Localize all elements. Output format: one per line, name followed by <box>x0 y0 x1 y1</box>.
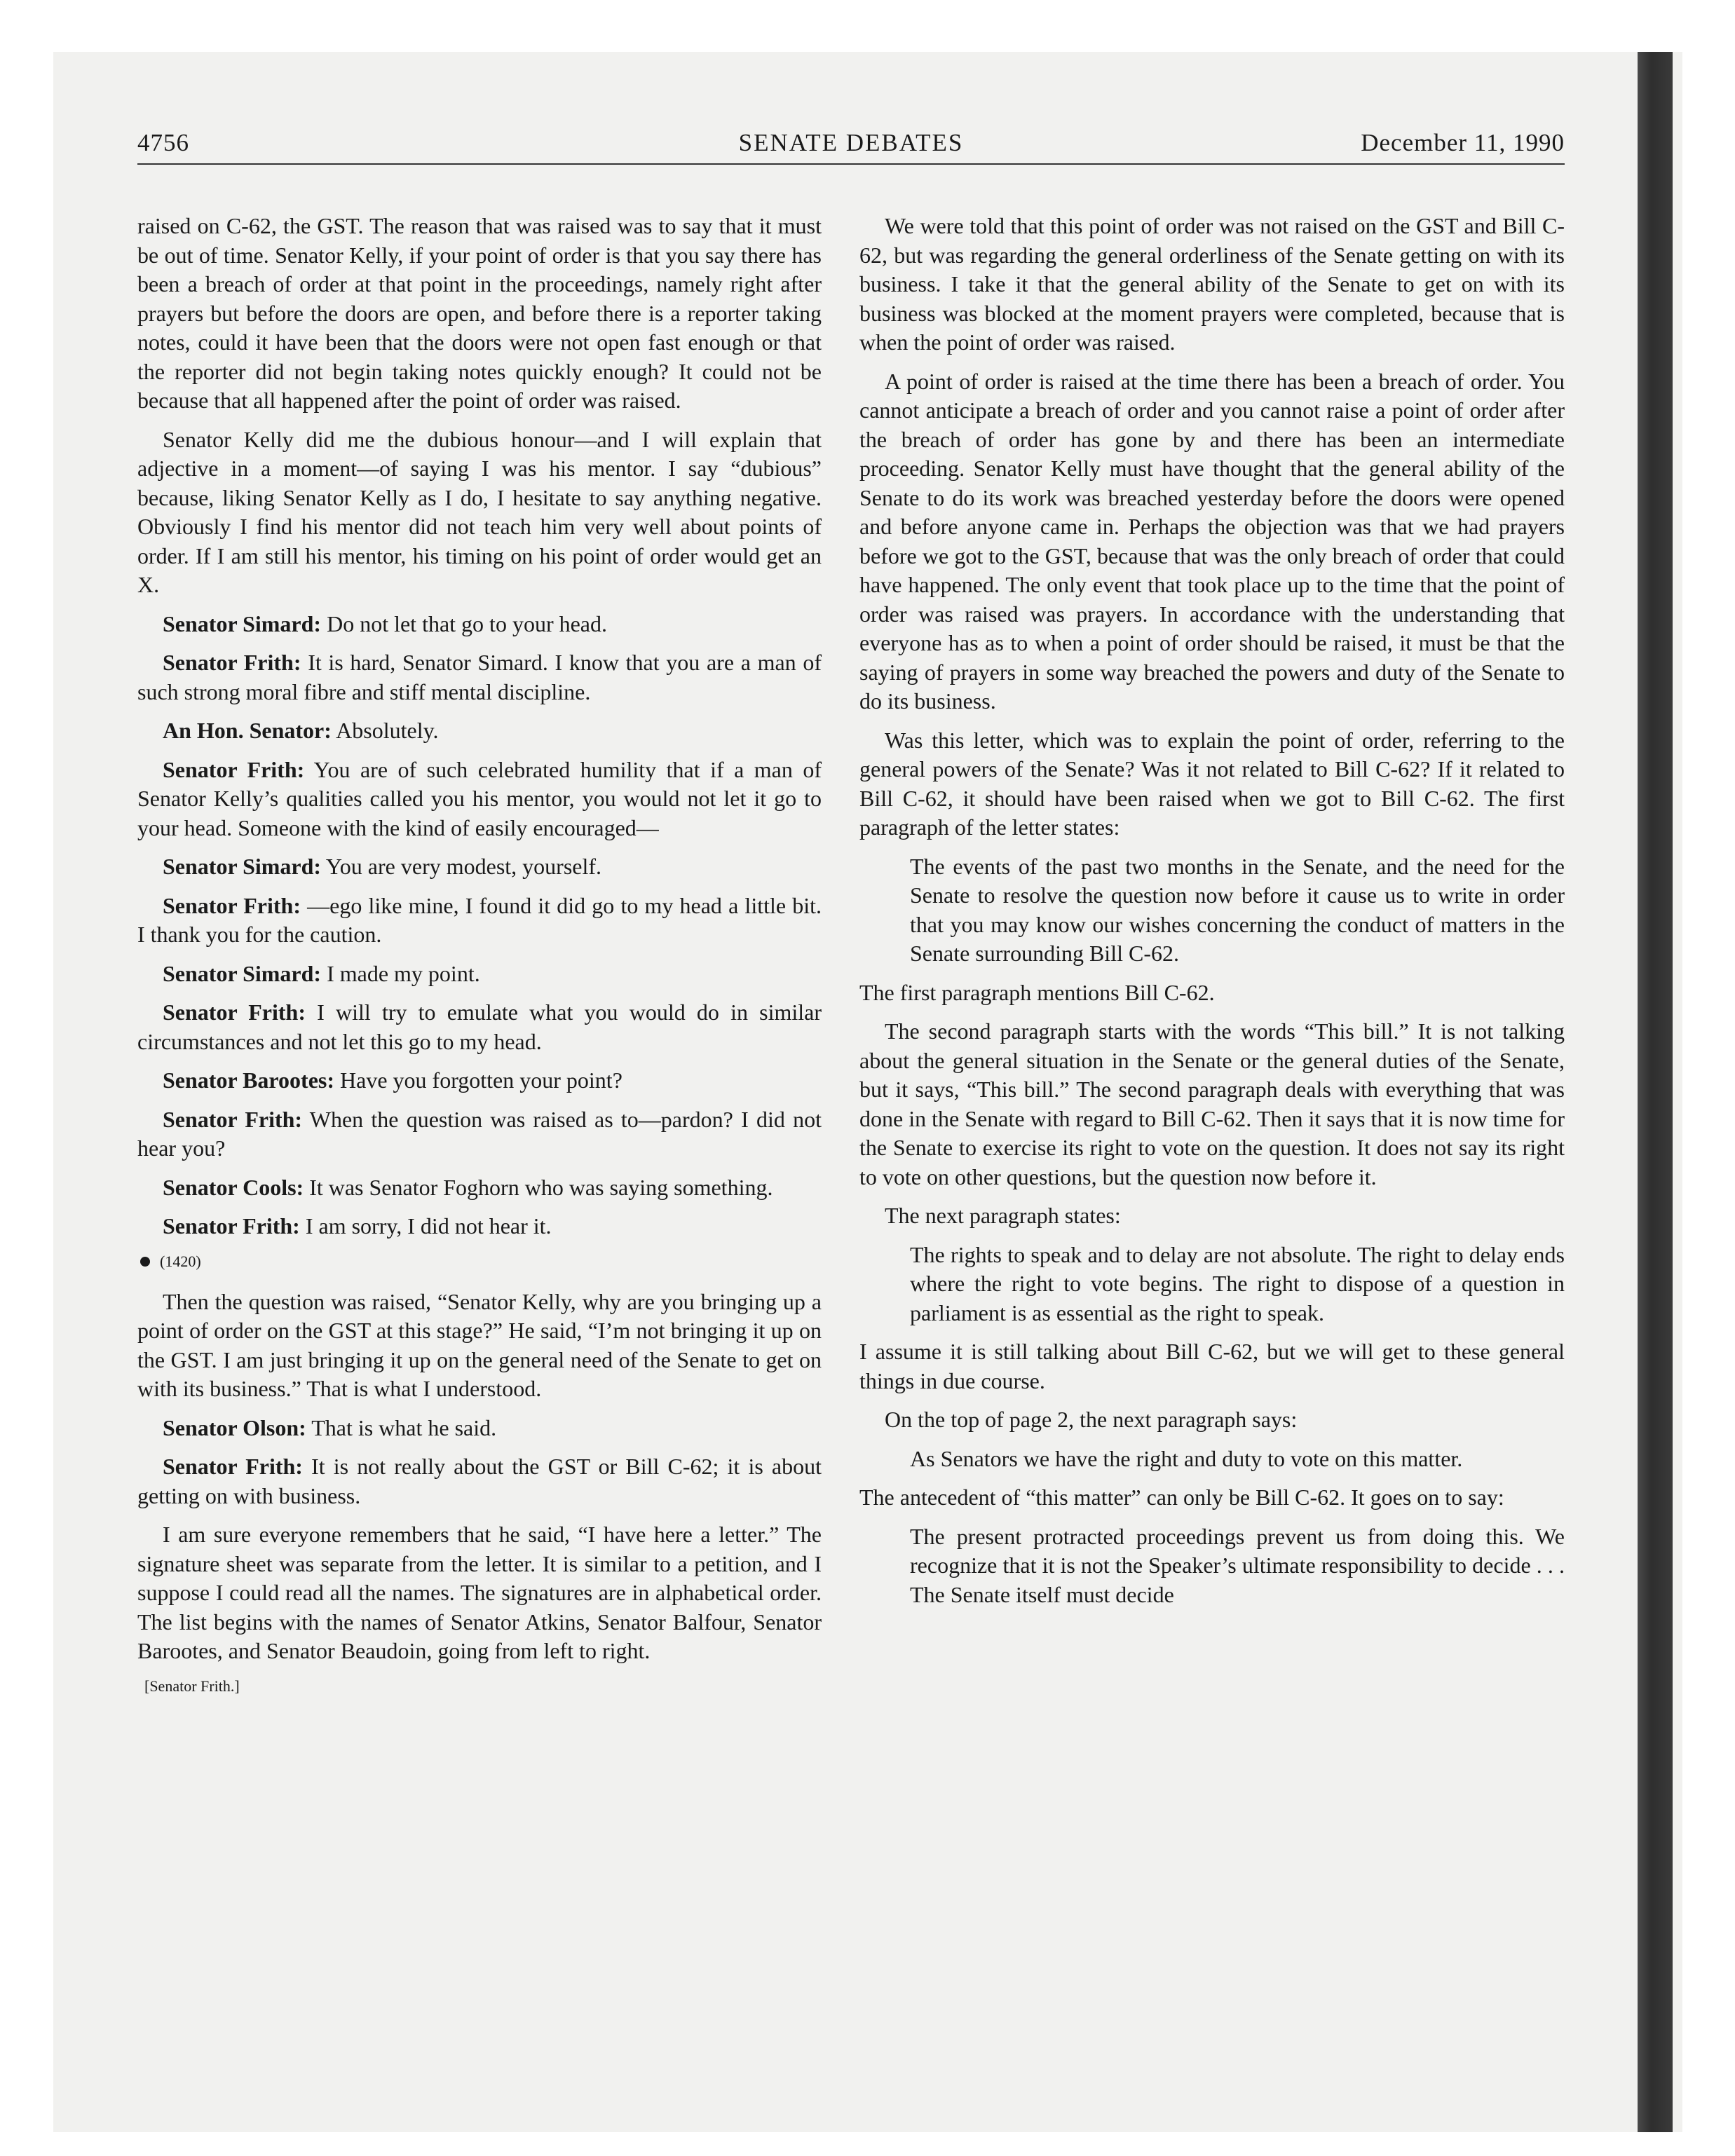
speaker-turn <box>137 648 822 707</box>
publication-title: SENATE DEBATES <box>738 129 964 156</box>
speaker-turn <box>137 852 822 882</box>
paragraph: Senator Kelly did me the dubious honour—and I will explain that adjective in a moment—of saying I was his mentor. I say “dubious” because, liking Senator Kelly as I do, I hesitate to say anything negative. Obviously I find his mentor did not teach him very well about points of order. If I am still his mentor, his timing on his point of order would get an X. <box>137 426 822 597</box>
speaker-name: Senator Simard: <box>163 854 322 879</box>
speaker-name: Senator Simard: <box>163 960 322 986</box>
speech-text: When the question was raised as to—pardon? I did not hear you? <box>137 1106 822 1161</box>
speech-text: I made my point. <box>321 960 480 986</box>
paragraph: Was this letter, which was to explain the point of order, referring to the general powers of the Senate? Was it not related to Bill C-62? If it related to Bill C-62, it should have been raised when we got to Bill C-62. The first paragraph of the letter states: <box>859 727 1565 840</box>
speaker-turn <box>137 716 822 746</box>
speech-text: Have you forgotten your point? <box>334 1067 622 1093</box>
page-number: 4756 <box>137 129 189 156</box>
quotation: The events of the past two months in the Senate, and the need for the Senate to resolve the question now before it cause us to write in order that you may know our wishes concerning the conduct of matters in the Senate surrounding Bill C-62. <box>910 853 1565 966</box>
scan-edge-strip <box>1638 52 1673 2132</box>
right-column <box>859 212 1565 1619</box>
session-date: December 11, 1990 <box>1361 129 1565 156</box>
time-marker-text: (1420) <box>160 1252 201 1270</box>
paragraph: The next paragraph states: <box>885 1203 1121 1228</box>
left-column <box>137 212 822 1697</box>
paragraph: On the top of page 2, the next paragraph says: <box>885 1407 1298 1432</box>
paragraph: Then the question was raised, “Senator Kelly, why are you bringing up a point of order on the GST at this stage?” He said, “I’m not bringing it up on the GST. I am just bringing it up on the general need of the Senate to get on with its business.” That is what I understood. <box>137 1288 822 1401</box>
paragraph: I am sure everyone remembers that he said, “I have here a letter.” The signature sheet was separate from the letter. It is similar to a petition, and I suppose I could read all the names. The signatures are in alphabetical order. The list begins with the names of Senator Atkins, Senator Balfour, Senator Barootes, and Senator Beaudoin, going from left to right. <box>137 1522 822 1663</box>
speech-text: It is hard, Senator Simard. I know that you are a man of such strong moral fibre and stiff mental discipline. <box>137 650 822 704</box>
speaker-footer: [Senator Frith.] <box>144 1677 240 1695</box>
speaker-name: Senator Frith: <box>163 756 305 782</box>
speaker-turn <box>137 1452 822 1510</box>
speaker-name: An Hon. Senator: <box>163 718 332 743</box>
paragraph: The first paragraph mentions Bill C-62. <box>859 979 1215 1005</box>
speaker-name: Senator Barootes: <box>163 1067 335 1093</box>
speech-text: I am sorry, I did not hear it. <box>299 1213 552 1239</box>
speaker-name: Senator Simard: <box>163 610 322 636</box>
speech-text: It is not really about the GST or Bill C-62; it is about getting on with business. <box>137 1454 822 1508</box>
quotation: As Senators we have the right and duty to vote on this matter. <box>910 1445 1463 1471</box>
speaker-name: Senator Frith: <box>163 1106 303 1132</box>
speaker-turn <box>137 1212 822 1241</box>
speech-text: Absolutely. <box>331 718 439 743</box>
speaker-turn <box>137 1173 822 1203</box>
paragraph: The second paragraph starts with the words “This bill.” It is not talking about the general situation in the Senate or the general duties of the Senate, but it says, “This bill.” The second paragraph deals with everything that was done in the Senate with regard to Bill C-62. Then it says that it is now time for the Senate to exercise its right to vote on the question. It does not say its right to vote on other questions, but the question now before it. <box>859 1018 1565 1189</box>
page-header <box>137 129 1565 164</box>
speaker-turn <box>137 1066 822 1096</box>
speaker-name: Senator Frith: <box>163 1213 300 1239</box>
speaker-name: Senator Frith: <box>163 1454 303 1479</box>
speaker-turn <box>137 998 822 1056</box>
speech-text: It was Senator Foghorn who was saying something. <box>304 1174 773 1200</box>
speaker-turn <box>137 960 822 989</box>
speaker-turn <box>137 610 822 639</box>
speaker-turn <box>137 1414 822 1443</box>
paragraph: raised on C-62, the GST. The reason that was raised was to say that it must be out of time. Senator Kelly, if your point of order is that you say there has been a breach of order at that point in the proceedings, namely right after prayers but before the doors are open, and before there is a reporter taking notes, could it have been that the doors were not open fast enough or that the reporter did not begin taking notes quickly enough? It could not be because that all happened after the point of order was raised. <box>137 213 822 413</box>
paragraph: The antecedent of “this matter” can only be Bill C-62. It goes on to say: <box>859 1485 1504 1510</box>
paragraph: We were told that this point of order was not raised on the GST and Bill C-62, but was regarding the general orderliness of the Senate getting on with its business. I take it that the general ability of the Senate to get on with its business was blocked at the moment prayers were completed, because that is when the point of order was raised. <box>859 213 1565 355</box>
speech-text: I will try to emulate what you would do in similar circumstances and not let this go to my head. <box>137 999 822 1054</box>
speaker-name: Senator Frith: <box>163 892 301 918</box>
speaker-name: Senator Frith: <box>163 999 306 1025</box>
time-marker <box>137 1251 822 1272</box>
paragraph: I assume it is still talking about Bill C-62, but we will get to these general things in due course. <box>859 1339 1565 1393</box>
quotation: The present protracted proceedings prevent us from doing this. We recognize that it is not the Speaker’s ultimate responsibility to decide . . . The Senate itself must decide <box>910 1523 1565 1607</box>
speaker-name: Senator Olson: <box>163 1414 306 1440</box>
speaker-turn <box>137 892 822 950</box>
speaker-turn <box>137 756 822 843</box>
header-rule <box>137 163 1565 165</box>
paragraph: A point of order is raised at the time there has been a breach of order. You cannot anticipate a breach of order and you cannot raise a point of order after the breach of order has gone by and there has been an intermediate proceeding. Senator Kelly must have thought that the general ability of the Senate to do its work was breached yesterday before the doors were opened and before anyone came in. Perhaps the objection was that we had prayers before we got to the GST, because that was the only breach of order that could have happened. The only event that took place up to the time that the point of order was raised was prayers. In accordance with the understanding that everyone has as to when a point of order should be raised, it must be that the saying of prayers in some way breached the powers and duty of the Senate to do its business. <box>859 368 1565 714</box>
speech-text: You are of such celebrated humility that if a man of Senator Kelly’s qualities called you his mentor, you would not let it go to your head. Someone with the kind of easily encouraged— <box>137 756 822 840</box>
speech-text: —ego like mine, I found it did go to my head a little bit. I thank you for the caution. <box>137 892 822 947</box>
speech-text: Do not let that go to your head. <box>321 610 607 636</box>
speaker-turn <box>137 1105 822 1164</box>
speech-text: You are very modest, yourself. <box>321 854 602 879</box>
quotation: The rights to speak and to delay are not absolute. The right to delay ends where the right to vote begins. The right to dispose of a question in parliament is as essential as the right to speak. <box>910 1241 1565 1325</box>
bullet-icon <box>140 1257 150 1267</box>
speaker-name: Senator Frith: <box>163 650 301 675</box>
speaker-name: Senator Cools: <box>163 1174 304 1200</box>
speech-text: That is what he said. <box>306 1414 497 1440</box>
